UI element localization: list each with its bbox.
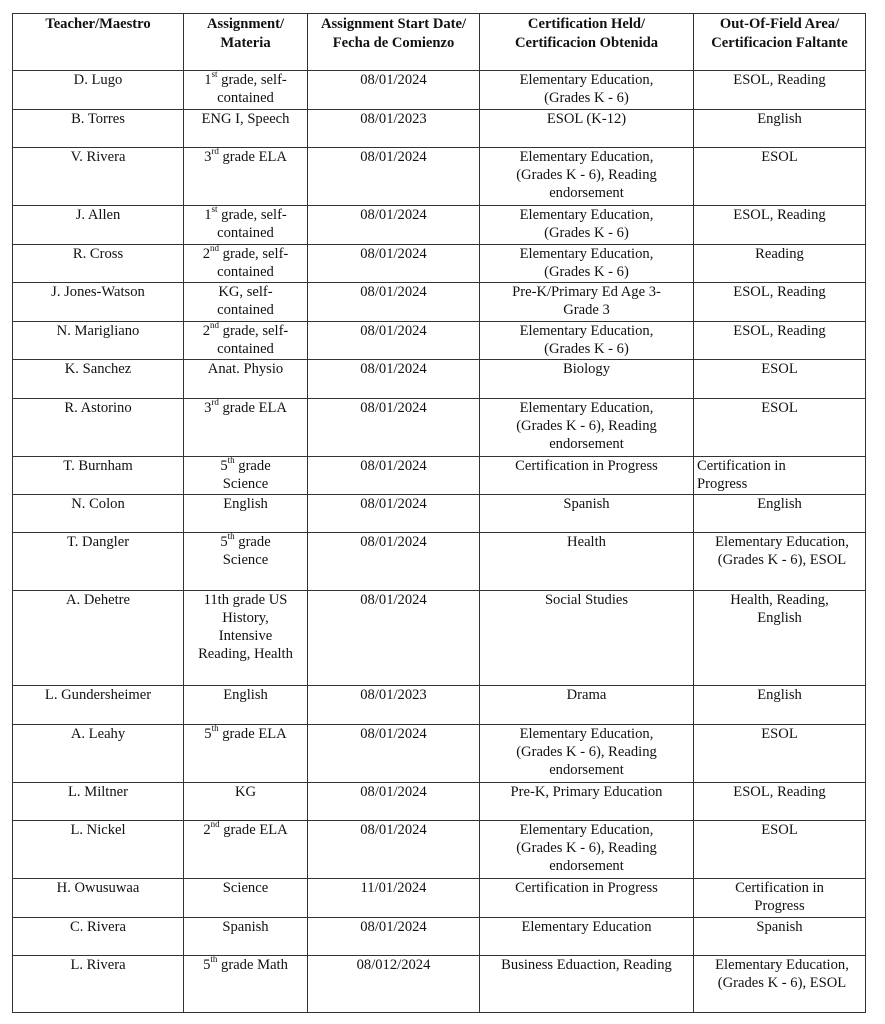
assignment-main: 3 <box>204 149 212 165</box>
table-row <box>13 918 866 956</box>
assignment-text <box>204 149 287 165</box>
start-date-cell <box>308 110 480 148</box>
start-date: 08/01/2024 <box>360 207 427 223</box>
out-of-field-cell <box>694 686 866 725</box>
out-of-field-cell <box>694 495 866 533</box>
out-of-field: ESOL, Reading <box>733 72 826 88</box>
table-row <box>13 71 866 110</box>
start-date: 08/01/2024 <box>360 534 427 550</box>
teacher-name: V. Rivera <box>70 149 126 165</box>
assignment-text <box>222 919 268 935</box>
ordinal-suffix: th <box>227 456 235 466</box>
start-date: 08/01/2024 <box>360 784 427 800</box>
teacher-name: C. Rivera <box>70 919 126 935</box>
cert-held-cell <box>480 399 694 457</box>
start-date-cell <box>308 725 480 783</box>
start-date-cell <box>308 956 480 1013</box>
assignment-rest: grade Science <box>222 458 271 492</box>
start-date-cell <box>308 322 480 360</box>
out-of-field: Spanish <box>756 919 803 935</box>
cert-held: Certification in Progress <box>515 880 658 896</box>
start-date: 08/01/2024 <box>360 726 427 742</box>
start-date-cell <box>308 360 480 399</box>
ordinal-suffix: th <box>227 532 235 542</box>
assignment-text <box>202 71 290 107</box>
out-of-field-cell <box>694 457 866 495</box>
assignment-cell <box>184 879 308 918</box>
teacher-name: R. Astorino <box>64 400 132 416</box>
assignment-text <box>202 245 290 281</box>
out-of-field: ESOL, Reading <box>733 284 826 300</box>
cert-held: Certification in Progress <box>515 458 658 474</box>
teacher-name: L. Rivera <box>70 957 126 973</box>
start-date-cell <box>308 686 480 725</box>
out-of-field: Certification in Progress <box>735 880 824 914</box>
teacher-name: J. Jones-Watson <box>51 284 145 300</box>
assignment-rest: grade, self-contained <box>217 246 289 280</box>
out-of-field-cell <box>694 783 866 821</box>
teacher-name: H. Owusuwaa <box>56 880 140 896</box>
teacher-cell <box>13 495 184 533</box>
start-date-cell <box>308 821 480 879</box>
cert-held-cell <box>480 283 694 322</box>
out-of-field-cell <box>694 533 866 591</box>
cert-held: ESOL (K-12) <box>546 111 627 127</box>
start-date-cell <box>308 399 480 457</box>
start-date-cell <box>308 283 480 322</box>
teacher-name: L. Gundersheimer <box>44 687 152 703</box>
start-date: 08/01/2024 <box>360 496 427 512</box>
assignment-text <box>202 206 290 242</box>
cert-held: Elementary Education, (Grades K - 6) <box>519 72 654 106</box>
assignment-cell <box>184 956 308 1013</box>
assignment-text <box>213 457 279 493</box>
out-of-field-cell <box>694 71 866 110</box>
assignment-cell <box>184 821 308 879</box>
assignment-cell <box>184 725 308 783</box>
cert-held: Biology <box>562 361 611 377</box>
out-of-field: Reading <box>755 246 804 262</box>
assignment-cell <box>184 686 308 725</box>
assignment-cell <box>184 399 308 457</box>
cert-held-cell <box>480 956 694 1013</box>
cert-held: Business Eduaction, Reading <box>501 957 672 973</box>
table-row <box>13 245 866 283</box>
cert-held: Elementary Education, (Grades K - 6), Reading endorsement <box>516 400 657 452</box>
teacher-name: T. Dangler <box>66 534 130 550</box>
table-row <box>13 783 866 821</box>
assignment-main: 5 <box>220 534 228 550</box>
teacher-cell <box>13 725 184 783</box>
header-assignment-text: Assignment/ Materia <box>206 16 285 51</box>
assignment-cell <box>184 110 308 148</box>
ordinal-suffix: th <box>210 955 218 965</box>
out-of-field: Elementary Education, (Grades K - 6), ESOL <box>715 957 849 991</box>
out-of-field: English <box>757 496 802 512</box>
out-of-field-cell <box>694 110 866 148</box>
header-start-date-text: Assignment Start Date/ Fecha de Comienzo <box>320 16 467 51</box>
out-of-field: Certification in Progress <box>697 458 786 492</box>
teacher-cell <box>13 360 184 399</box>
out-of-field: Health, Reading, English <box>730 592 829 626</box>
table-row <box>13 283 866 322</box>
ordinal-suffix: rd <box>211 398 219 408</box>
assignment-text <box>235 784 256 800</box>
ordinal-suffix: nd <box>210 321 219 331</box>
start-date: 08/01/2024 <box>360 246 427 262</box>
cert-held: Pre-K, Primary Education <box>510 784 663 800</box>
out-of-field-cell <box>694 245 866 283</box>
assignment-text <box>213 533 279 569</box>
table-row <box>13 533 866 591</box>
assignment-main: Anat. Physio <box>207 361 284 377</box>
assignment-rest: grade ELA <box>219 822 288 838</box>
assignment-rest: grade, self-contained <box>217 323 289 357</box>
assignment-main: 2 <box>203 822 211 838</box>
assignment-main: 5 <box>204 726 212 742</box>
assignment-cell <box>184 322 308 360</box>
assignment-main: KG <box>234 784 257 800</box>
assignment-cell <box>184 918 308 956</box>
out-of-field-cell <box>694 283 866 322</box>
table-row <box>13 591 866 686</box>
assignment-rest: grade, self-contained <box>217 207 287 241</box>
cert-held: Elementary Education, (Grades K - 6) <box>519 323 654 357</box>
table-row <box>13 399 866 457</box>
teacher-name: N. Marigliano <box>56 323 140 339</box>
teacher-cell <box>13 956 184 1013</box>
cert-held: Elementary Education, (Grades K - 6) <box>519 207 654 241</box>
assignment-cell <box>184 591 308 686</box>
teacher-cell <box>13 322 184 360</box>
ordinal-suffix: nd <box>210 820 220 830</box>
out-of-field-cell <box>694 322 866 360</box>
out-of-field-cell <box>694 725 866 783</box>
cert-held-cell <box>480 821 694 879</box>
cert-held-cell <box>480 148 694 206</box>
assignment-text <box>223 687 268 703</box>
cert-held-cell <box>480 245 694 283</box>
assignment-main: 11th grade US History, Intensive Reading, Health <box>198 592 293 662</box>
assignment-text <box>211 283 281 319</box>
assignment-main: English <box>223 496 268 512</box>
assignment-text <box>204 400 287 416</box>
teacher-name: R. Cross <box>72 246 124 262</box>
assignment-main: 1 <box>204 207 212 223</box>
teacher-cell <box>13 110 184 148</box>
table-row <box>13 956 866 1013</box>
assignment-text <box>223 880 268 896</box>
out-of-field-cell <box>694 879 866 918</box>
cert-held: Elementary Education, (Grades K - 6), Reading endorsement <box>516 149 657 201</box>
out-of-field: ESOL, Reading <box>733 207 826 223</box>
header-start-date <box>308 14 480 71</box>
out-of-field-cell <box>694 206 866 245</box>
cert-held-cell <box>480 879 694 918</box>
assignment-cell <box>184 360 308 399</box>
assignment-text <box>197 591 295 663</box>
assignment-text <box>204 726 286 742</box>
assignment-text <box>223 496 268 512</box>
cert-held: Elementary Education, (Grades K - 6) <box>519 246 654 280</box>
teacher-cell <box>13 783 184 821</box>
start-date-cell <box>308 783 480 821</box>
teacher-cell <box>13 245 184 283</box>
assignment-cell <box>184 71 308 110</box>
start-date: 08/01/2024 <box>360 149 427 165</box>
teacher-name: K. Sanchez <box>64 361 132 377</box>
assignment-main: Science <box>222 880 269 896</box>
start-date: 08/01/2024 <box>360 400 427 416</box>
cert-held-cell <box>480 783 694 821</box>
cert-held: Pre-K/Primary Ed Age 3-Grade 3 <box>512 284 661 318</box>
out-of-field: English <box>757 687 802 703</box>
start-date: 08/01/2024 <box>360 592 427 608</box>
assignment-cell <box>184 283 308 322</box>
assignment-rest: grade Math <box>217 957 288 973</box>
start-date: 08/01/2024 <box>360 284 427 300</box>
assignment-main: ENG I, Speech <box>201 111 290 127</box>
cert-held-cell <box>480 322 694 360</box>
assignment-rest: grade, self-contained <box>217 72 287 106</box>
start-date: 08/01/2023 <box>360 687 427 703</box>
teacher-name: A. Leahy <box>70 726 126 742</box>
teacher-cell <box>13 686 184 725</box>
table-row <box>13 495 866 533</box>
header-row <box>13 14 866 71</box>
assignment-cell <box>184 495 308 533</box>
teacher-name: A. Dehetre <box>65 592 131 608</box>
start-date-cell <box>308 591 480 686</box>
header-teacher: Teacher/Maestro <box>13 14 184 71</box>
assignment-main: 5 <box>220 458 228 474</box>
table-row <box>13 360 866 399</box>
cert-held-cell <box>480 71 694 110</box>
start-date-cell <box>308 245 480 283</box>
start-date-cell <box>308 533 480 591</box>
cert-held-cell <box>480 457 694 495</box>
assignment-cell <box>184 148 308 206</box>
assignment-text <box>202 322 290 358</box>
out-of-field-cell <box>694 148 866 206</box>
ordinal-suffix: nd <box>210 244 219 254</box>
cert-held-cell <box>480 918 694 956</box>
table-row <box>13 879 866 918</box>
start-date: 08/01/2024 <box>360 361 427 377</box>
assignment-main: 3 <box>204 400 212 416</box>
teacher-cell <box>13 148 184 206</box>
cert-held-cell <box>480 533 694 591</box>
teacher-cell <box>13 533 184 591</box>
start-date: 08/012/2024 <box>356 957 431 973</box>
start-date: 08/01/2024 <box>360 822 427 838</box>
table-row <box>13 686 866 725</box>
table-row <box>13 206 866 245</box>
cert-held: Elementary Education <box>521 919 652 935</box>
cert-held: Health <box>567 534 606 550</box>
header-out-of-field <box>694 14 866 71</box>
teacher-name: D. Lugo <box>73 72 123 88</box>
cert-held-cell <box>480 725 694 783</box>
out-of-field-cell <box>694 956 866 1013</box>
teacher-cell <box>13 918 184 956</box>
cert-held-cell <box>480 110 694 148</box>
out-of-field: ESOL, Reading <box>733 323 826 339</box>
assignment-cell <box>184 783 308 821</box>
ordinal-suffix: th <box>211 724 219 734</box>
start-date: 08/01/2024 <box>360 919 427 935</box>
start-date-cell <box>308 457 480 495</box>
out-of-field: Elementary Education, (Grades K - 6), ESOL <box>715 534 849 568</box>
teacher-name: L. Nickel <box>70 822 126 838</box>
cert-held-cell <box>480 206 694 245</box>
assignment-cell <box>184 245 308 283</box>
start-date-cell <box>308 879 480 918</box>
header-out-of-field-text: Out-Of-Field Area/ Certificacion Faltante <box>711 16 848 51</box>
header-cert-held-text: Certification Held/ Certificacion Obtenida <box>514 16 659 51</box>
teacher-name: B. Torres <box>71 111 125 127</box>
cert-held: Social Studies <box>544 592 629 608</box>
out-of-field-cell <box>694 591 866 686</box>
start-date: 08/01/2024 <box>360 323 427 339</box>
header-cert-held <box>480 14 694 71</box>
table-row <box>13 457 866 495</box>
assignment-text <box>203 822 287 838</box>
teacher-cell <box>13 591 184 686</box>
table-row <box>13 725 866 783</box>
start-date-cell <box>308 206 480 245</box>
ordinal-suffix: rd <box>211 147 219 157</box>
start-date: 08/01/2024 <box>360 458 427 474</box>
out-of-field-cell <box>694 360 866 399</box>
cert-held: Elementary Education, (Grades K - 6), Reading endorsement <box>516 726 657 778</box>
teacher-cell <box>13 206 184 245</box>
assignment-main: English <box>223 687 268 703</box>
table-row <box>13 110 866 148</box>
cert-held-cell <box>480 686 694 725</box>
assignment-cell <box>184 533 308 591</box>
assignment-main: 5 <box>203 957 211 973</box>
cert-held: Drama <box>566 687 607 703</box>
assignment-main: 2 <box>202 246 210 262</box>
assignment-main: Spanish <box>222 919 269 935</box>
out-of-field-teacher-table <box>12 13 866 1013</box>
ordinal-suffix: st <box>211 205 218 215</box>
teacher-cell <box>13 879 184 918</box>
start-date-cell <box>308 148 480 206</box>
table-row <box>13 322 866 360</box>
start-date: 11/01/2024 <box>360 880 427 896</box>
assignment-cell <box>184 457 308 495</box>
start-date: 08/01/2024 <box>360 72 427 88</box>
cert-held-cell <box>480 591 694 686</box>
teacher-cell <box>13 283 184 322</box>
teacher-name: N. Colon <box>71 496 125 512</box>
start-date: 08/01/2023 <box>360 111 427 127</box>
out-of-field: ESOL <box>761 361 798 377</box>
out-of-field: ESOL <box>761 822 798 838</box>
cert-held-cell <box>480 495 694 533</box>
header-assignment <box>184 14 308 71</box>
table-row <box>13 148 866 206</box>
table-row <box>13 821 866 879</box>
assignment-rest: grade ELA <box>218 726 287 742</box>
out-of-field: ESOL, Reading <box>733 784 826 800</box>
out-of-field: ESOL <box>761 400 798 416</box>
teacher-cell <box>13 71 184 110</box>
teacher-cell <box>13 399 184 457</box>
assignment-main: KG, self-contained <box>217 284 274 318</box>
assignment-main: 1 <box>204 72 212 88</box>
out-of-field-cell <box>694 821 866 879</box>
assignment-main: 2 <box>202 323 210 339</box>
teacher-name: L. Miltner <box>68 784 128 800</box>
out-of-field: ESOL <box>761 149 798 165</box>
teacher-name: T. Burnham <box>63 458 133 474</box>
teacher-cell <box>13 457 184 495</box>
assignment-rest: grade ELA <box>218 400 287 416</box>
out-of-field: ESOL <box>761 726 798 742</box>
table-body <box>13 71 866 1013</box>
ordinal-suffix: st <box>211 70 218 80</box>
assignment-text <box>202 111 290 127</box>
cert-held: Spanish <box>563 496 610 512</box>
start-date-cell <box>308 71 480 110</box>
out-of-field-cell <box>694 918 866 956</box>
start-date-cell <box>308 495 480 533</box>
out-of-field: English <box>757 111 802 127</box>
assignment-text <box>208 361 283 377</box>
cert-held: Elementary Education, (Grades K - 6), Reading endorsement <box>516 822 657 874</box>
out-of-field-cell <box>694 399 866 457</box>
assignment-rest: grade ELA <box>218 149 287 165</box>
start-date-cell <box>308 918 480 956</box>
cert-held-cell <box>480 360 694 399</box>
assignment-cell <box>184 206 308 245</box>
teacher-name: J. Allen <box>75 207 121 223</box>
assignment-text <box>203 957 288 973</box>
assignment-rest: grade Science <box>222 534 271 568</box>
teacher-cell <box>13 821 184 879</box>
